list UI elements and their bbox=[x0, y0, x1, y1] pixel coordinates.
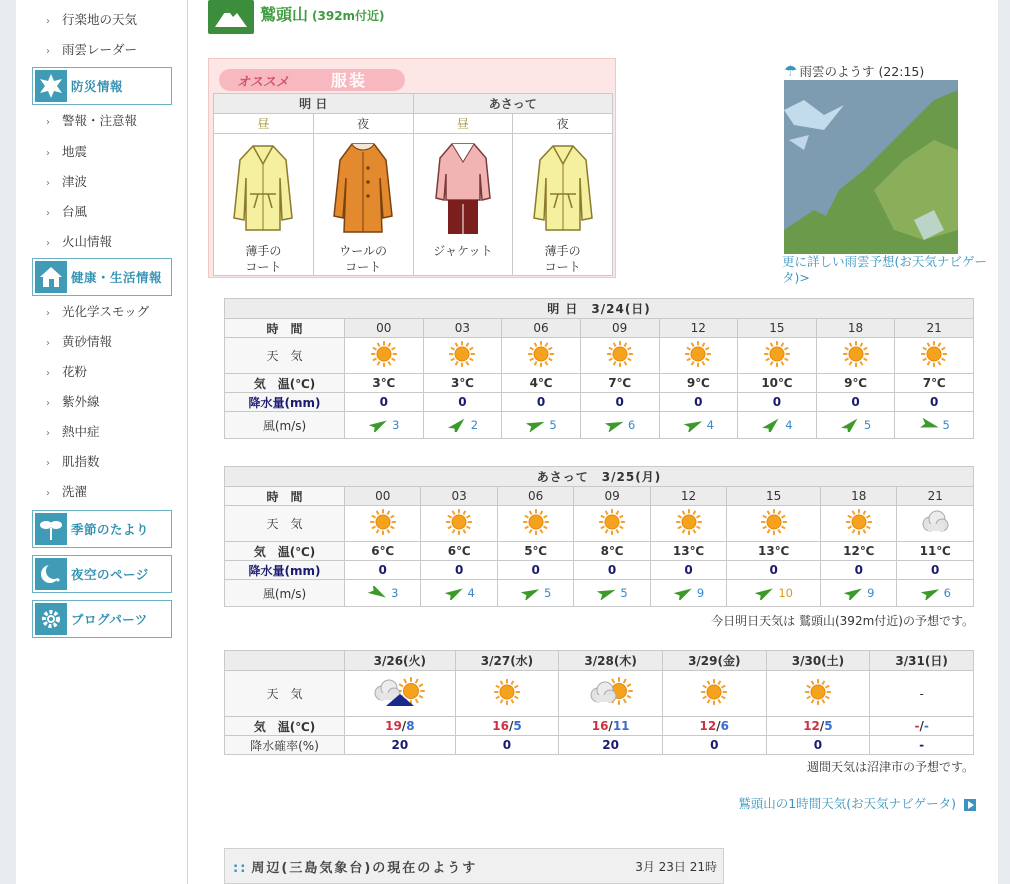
sidebar bbox=[16, 0, 188, 884]
wind-cell: 6 bbox=[580, 412, 659, 439]
precip-cell: 0 bbox=[895, 393, 974, 412]
precip-cell: 0 bbox=[897, 561, 974, 580]
chevron-right-icon: › bbox=[46, 338, 50, 349]
temp-cell: 13℃ bbox=[727, 542, 821, 561]
sidebar-link-uv[interactable]: › 紫外線 bbox=[46, 392, 100, 412]
precip-cell: 0 bbox=[574, 561, 650, 580]
temp-cell: 6℃ bbox=[421, 542, 497, 561]
cloud-sun-rain-icon bbox=[345, 671, 456, 717]
temp-range-cell: 19/8 bbox=[345, 717, 456, 736]
weekly-table: 3/26(火) 3/27(水) 3/28(木) 3/29(金) 3/30(土) 3/31(日) 天 気 - 気 温(℃) 19/8 16/5 16/11 12/6 12/5 -/- 降水確率(%) 20 0 20 0 0 - bbox=[224, 650, 974, 755]
tomorrow-caption: 明 日 3/24(日) bbox=[225, 299, 974, 319]
slot-day: 昼 bbox=[214, 114, 314, 134]
radar-title: ☂ 雨雲のようす (22:15) bbox=[784, 62, 925, 80]
sprout-icon bbox=[35, 513, 67, 545]
play-icon bbox=[964, 799, 976, 811]
clothes-cell: ウールの コート bbox=[313, 134, 413, 276]
date-cell: 3/26(火) bbox=[345, 651, 456, 671]
temp-cell: 8℃ bbox=[574, 542, 650, 561]
date-cell: 3/30(土) bbox=[766, 651, 870, 671]
sunny-icon bbox=[574, 506, 650, 542]
temp-cell: 4℃ bbox=[502, 374, 581, 393]
observation-header: :: 周辺(三島気象台)の現在のようす 3月 23日 21時 bbox=[224, 848, 724, 884]
temp-cell: 7℃ bbox=[580, 374, 659, 393]
precip-cell: 0 bbox=[421, 561, 497, 580]
sidebar-link-volcano[interactable]: › 火山情報 bbox=[46, 232, 112, 252]
pop-cell: 0 bbox=[662, 736, 766, 755]
sunny-icon bbox=[421, 506, 497, 542]
chevron-right-icon: › bbox=[46, 148, 50, 159]
chevron-right-icon: › bbox=[46, 398, 50, 409]
slot-night: 夜 bbox=[513, 114, 613, 134]
pop-cell: 0 bbox=[455, 736, 559, 755]
slot-day: 昼 bbox=[413, 114, 513, 134]
temp-range-cell: -/- bbox=[870, 717, 974, 736]
umbrella-icon: ☂ bbox=[784, 62, 798, 80]
sunny-icon bbox=[738, 338, 817, 374]
mountain-icon bbox=[208, 0, 254, 34]
wind-cell: 4 bbox=[659, 412, 738, 439]
sidebar-link-smog[interactable]: › 光化学スモッグ bbox=[46, 302, 149, 322]
cloud-sun-icon bbox=[559, 671, 663, 717]
sunny-icon bbox=[650, 506, 726, 542]
sidebar-link-heatstroke[interactable]: › 熱中症 bbox=[46, 422, 100, 442]
date-cell: 3/31(日) bbox=[870, 651, 974, 671]
temp-cell: 3℃ bbox=[423, 374, 502, 393]
dayafter-table: あさって 3/25(月) 時 間 00 03 06 09 12 15 18 21 天 気 気 温(℃) 6℃ 6℃ 5℃ 8℃ 13℃ 13℃ 12℃ 11℃ 降水量(mm) 0 0 0 0 0 0 0 0 風(m/s) 3 4 5 5 9 10 9 6 bbox=[224, 466, 974, 607]
sidebar-link-warning[interactable]: › 警報・注意報 bbox=[46, 111, 137, 131]
hour-cell: 15 bbox=[738, 319, 817, 338]
pop-cell: 0 bbox=[766, 736, 870, 755]
main-content bbox=[206, 0, 986, 884]
chevron-right-icon: › bbox=[46, 488, 50, 499]
sunny-icon bbox=[502, 338, 581, 374]
wind-cell: 5 bbox=[895, 412, 974, 439]
sunny-icon bbox=[659, 338, 738, 374]
hour-cell: 00 bbox=[345, 319, 424, 338]
date-cell: 3/29(金) bbox=[662, 651, 766, 671]
hour-cell: 03 bbox=[421, 487, 497, 506]
dots-icon: :: bbox=[233, 861, 248, 876]
clothes-table bbox=[213, 93, 613, 276]
moon-icon bbox=[35, 558, 67, 590]
burst-icon bbox=[35, 70, 67, 102]
category-health[interactable]: 健康・生活情報 bbox=[32, 258, 172, 296]
pop-cell: - bbox=[870, 736, 974, 755]
hour-cell: 00 bbox=[345, 487, 421, 506]
wind-cell: 9 bbox=[650, 580, 726, 607]
light-coat-icon bbox=[228, 138, 298, 238]
temp-cell: 12℃ bbox=[821, 542, 897, 561]
wind-cell: 3 bbox=[345, 580, 421, 607]
hour-cell: 18 bbox=[821, 487, 897, 506]
precip-cell: 0 bbox=[738, 393, 817, 412]
temp-cell: 10℃ bbox=[738, 374, 817, 393]
precip-cell: 0 bbox=[497, 561, 573, 580]
precip-cell: 0 bbox=[821, 561, 897, 580]
precip-cell: 0 bbox=[816, 393, 895, 412]
radar-map[interactable] bbox=[784, 80, 958, 254]
chevron-right-icon: › bbox=[46, 16, 50, 27]
chevron-right-icon: › bbox=[46, 178, 50, 189]
cloudy-icon bbox=[897, 506, 974, 542]
chevron-right-icon: › bbox=[46, 428, 50, 439]
precip-cell: 0 bbox=[659, 393, 738, 412]
category-blog-parts[interactable]: ブログパーツ bbox=[32, 600, 172, 638]
hour-cell: 06 bbox=[497, 487, 573, 506]
hourly-forecast-link[interactable]: 鷲頭山の1時間天気(お天気ナビゲータ) bbox=[738, 794, 976, 812]
sunny-icon bbox=[345, 338, 424, 374]
clothes-cell: 薄手の コート bbox=[214, 134, 314, 276]
temp-cell: 13℃ bbox=[650, 542, 726, 561]
precip-cell: 0 bbox=[580, 393, 659, 412]
sunny-icon bbox=[662, 671, 766, 717]
sidebar-link-typhoon[interactable]: › 台風 bbox=[46, 202, 87, 222]
category-disaster[interactable]: 防災情報 bbox=[32, 67, 172, 105]
chevron-right-icon: › bbox=[46, 308, 50, 319]
sunny-icon bbox=[455, 671, 559, 717]
altitude: (392m付近) bbox=[312, 9, 385, 23]
chevron-right-icon: › bbox=[46, 208, 50, 219]
temp-cell: 7℃ bbox=[895, 374, 974, 393]
date-cell: 3/28(木) bbox=[559, 651, 663, 671]
clothes-day-dayafter: あさって bbox=[413, 94, 613, 114]
sidebar-link-resort[interactable]: › 行楽地の天気 bbox=[46, 10, 137, 30]
clothes-cell: 薄手の コート bbox=[513, 134, 613, 276]
hour-cell: 21 bbox=[895, 319, 974, 338]
precip-cell: 0 bbox=[502, 393, 581, 412]
wind-cell: 5 bbox=[816, 412, 895, 439]
radar-detail-link[interactable]: 更に詳しい雨雲予想(お天気ナビゲータ)> bbox=[782, 254, 987, 285]
hour-cell: 09 bbox=[580, 319, 659, 338]
hour-cell: 15 bbox=[727, 487, 821, 506]
sunny-icon bbox=[727, 506, 821, 542]
sunny-icon bbox=[580, 338, 659, 374]
wind-cell: 4 bbox=[421, 580, 497, 607]
wind-cell: 3 bbox=[345, 412, 424, 439]
sidebar-link-yellow-sand[interactable]: › 黄砂情報 bbox=[46, 332, 112, 352]
wind-cell: 4 bbox=[738, 412, 817, 439]
wool-coat-icon bbox=[328, 138, 398, 238]
precip-cell: 0 bbox=[727, 561, 821, 580]
temp-range-cell: 12/5 bbox=[766, 717, 870, 736]
hour-cell: 06 bbox=[502, 319, 581, 338]
hour-cell: 18 bbox=[816, 319, 895, 338]
sidebar-link-radar[interactable]: › 雨雲レーダー bbox=[46, 40, 137, 60]
hour-cell: 12 bbox=[659, 319, 738, 338]
gear-icon bbox=[35, 603, 67, 635]
hour-cell: 12 bbox=[650, 487, 726, 506]
temp-range-cell: 12/6 bbox=[662, 717, 766, 736]
hour-cell: 03 bbox=[423, 319, 502, 338]
temp-cell: 5℃ bbox=[497, 542, 573, 561]
wind-cell: 6 bbox=[897, 580, 974, 607]
temp-cell: 9℃ bbox=[659, 374, 738, 393]
temp-cell: 9℃ bbox=[816, 374, 895, 393]
wind-cell: 2 bbox=[423, 412, 502, 439]
pop-cell: 20 bbox=[345, 736, 456, 755]
observation-datetime: 3月 23日 21時 bbox=[635, 860, 717, 874]
chevron-right-icon: › bbox=[46, 46, 50, 57]
slot-night: 夜 bbox=[313, 114, 413, 134]
wind-cell: 5 bbox=[497, 580, 573, 607]
wind-cell: 9 bbox=[821, 580, 897, 607]
pop-cell: 20 bbox=[559, 736, 663, 755]
jacket-icon bbox=[428, 138, 498, 238]
wind-cell: 5 bbox=[502, 412, 581, 439]
precip-cell: 0 bbox=[345, 393, 424, 412]
dayafter-caption: あさって 3/25(月) bbox=[225, 467, 974, 487]
light-coat-icon bbox=[528, 138, 598, 238]
sunny-icon bbox=[766, 671, 870, 717]
clothes-cell: ジャケット bbox=[413, 134, 513, 276]
category-season[interactable]: 季節のたより bbox=[32, 510, 172, 548]
temp-range-cell: 16/11 bbox=[559, 717, 663, 736]
precip-cell: 0 bbox=[650, 561, 726, 580]
hour-cell: 21 bbox=[897, 487, 974, 506]
sidebar-link-tsunami[interactable]: › 津波 bbox=[46, 172, 87, 192]
sidebar-link-skin[interactable]: › 肌指数 bbox=[46, 452, 100, 472]
sunny-icon bbox=[345, 506, 421, 542]
clothes-recommendation bbox=[208, 58, 616, 278]
page-title: 鷲頭山 (392m付近) bbox=[260, 5, 385, 24]
sunny-icon bbox=[423, 338, 502, 374]
wind-cell: 10 bbox=[727, 580, 821, 607]
category-night-sky[interactable]: 夜空のページ bbox=[32, 555, 172, 593]
chevron-right-icon: › bbox=[46, 368, 50, 379]
page bbox=[16, 0, 998, 884]
sunny-icon bbox=[821, 506, 897, 542]
house-icon bbox=[35, 261, 67, 293]
wind-cell: 5 bbox=[574, 580, 650, 607]
weekly-note: 週間天気は沼津市の予想です。 bbox=[806, 760, 974, 774]
none-icon: - bbox=[870, 671, 974, 717]
chevron-right-icon: › bbox=[46, 238, 50, 249]
temp-cell: 6℃ bbox=[345, 542, 421, 561]
sunny-icon bbox=[497, 506, 573, 542]
sunny-icon bbox=[895, 338, 974, 374]
temp-cell: 11℃ bbox=[897, 542, 974, 561]
sunny-icon bbox=[816, 338, 895, 374]
hour-cell: 09 bbox=[574, 487, 650, 506]
date-cell: 3/27(水) bbox=[455, 651, 559, 671]
temp-cell: 3℃ bbox=[345, 374, 424, 393]
sidebar-link-earthquake[interactable]: › 地震 bbox=[46, 142, 87, 162]
chevron-right-icon: › bbox=[46, 117, 50, 128]
clothes-day-tomorrow: 明 日 bbox=[214, 94, 414, 114]
clothes-header: オススメ 服装 bbox=[219, 69, 405, 91]
temp-range-cell: 16/5 bbox=[455, 717, 559, 736]
forecast-note: 今日明日天気は 鷲頭山(392m付近)の予想です。 bbox=[711, 614, 974, 628]
precip-cell: 0 bbox=[345, 561, 421, 580]
sidebar-link-pollen[interactable]: › 花粉 bbox=[46, 362, 87, 382]
sidebar-link-laundry[interactable]: › 洗濯 bbox=[46, 482, 87, 502]
chevron-right-icon: › bbox=[46, 458, 50, 469]
precip-cell: 0 bbox=[423, 393, 502, 412]
tomorrow-table: 明 日 3/24(日) 時 間 00 03 06 09 12 15 18 21 天 気 気 温(℃) 3℃ 3℃ 4℃ 7℃ 9℃ 10℃ 9℃ 7℃ 降水量(mm) 0 0 0 0 0 0 0 0 風(m/s) 3 2 5 6 4 4 5 5 bbox=[224, 298, 974, 439]
